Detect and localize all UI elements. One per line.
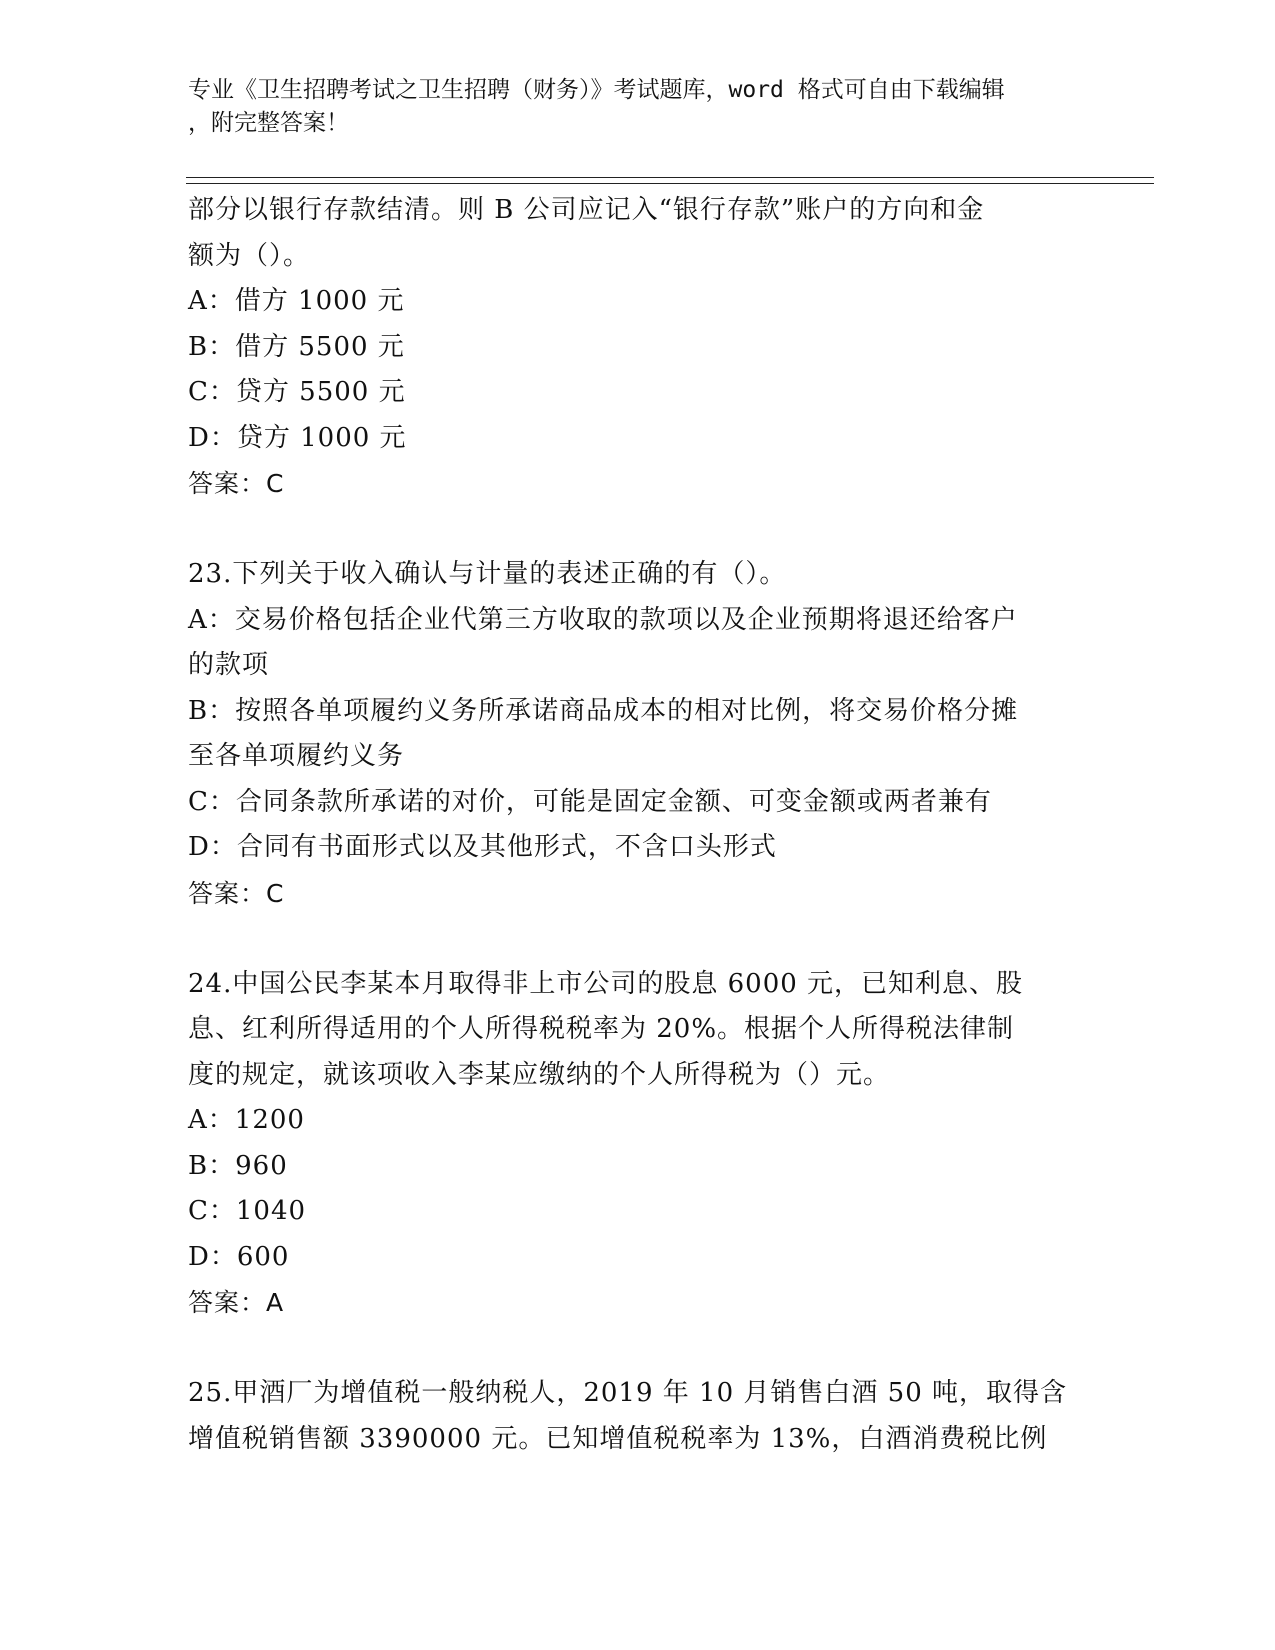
question-stem: 额为（）。 xyxy=(188,240,311,271)
question-24 xyxy=(188,962,1088,1326)
question-stem: 息、红利所得适用的个人所得税税率为 20%。根据个人所得税法律制 xyxy=(188,1014,1015,1044)
question-stem: 24.中国公民李某本月取得非上市公司的股息 6000 元，已知利息、股 xyxy=(188,968,1024,999)
question-stem: 23.下列关于收入确认与计量的表述正确的有（）。 xyxy=(188,559,787,589)
document-header xyxy=(188,74,1068,140)
question-stem: 部分以银行存款结清。则 B 公司应记入“银行存款”账户的方向和金 xyxy=(188,195,985,225)
question-22 xyxy=(188,188,1088,507)
spacer xyxy=(188,916,1088,962)
option-b-continued: 至各单项履约义务 xyxy=(188,741,405,771)
option-a-continued: 的款项 xyxy=(188,650,270,680)
header-rule-top xyxy=(186,177,1154,178)
spacer xyxy=(188,507,1088,553)
answer: 答案：C xyxy=(188,878,285,908)
spacer xyxy=(188,1326,1088,1372)
option-d: D：贷方 1000 元 xyxy=(188,422,407,453)
header-line-1: 专业《卫生招聘考试之卫生招聘（财务）》考试题库，word 格式可自由下载编辑 xyxy=(188,77,1005,103)
answer: 答案：C xyxy=(188,469,285,498)
question-stem: 25.甲酒厂为增值税一般纳税人，2019 年 10 月销售白酒 50 吨，取得含 xyxy=(188,1378,1068,1408)
option-b: B：960 xyxy=(188,1150,288,1181)
header-line-2: ，附完整答案！ xyxy=(188,110,349,136)
option-b: B：借方 5500 元 xyxy=(188,331,405,362)
option-a: A：借方 1000 元 xyxy=(188,286,405,316)
question-23 xyxy=(188,552,1088,916)
question-stem: 度的规定，就该项收入李某应缴纳的个人所得税为（）元。 xyxy=(188,1059,891,1090)
option-a: A：交易价格包括企业代第三方收取的款项以及企业预期将退还给客户 xyxy=(188,604,1018,635)
option-d: D：合同有书面形式以及其他形式，不含口头形式 xyxy=(188,832,777,862)
header-rule-bottom xyxy=(186,183,1154,184)
document-body xyxy=(188,188,1088,1462)
option-c: C：合同条款所承诺的对价，可能是固定金额、可变金额或两者兼有 xyxy=(188,786,992,817)
option-c: C：1040 xyxy=(188,1196,307,1226)
option-c: C：贷方 5500 元 xyxy=(188,377,406,407)
option-d: D：600 xyxy=(188,1241,290,1272)
question-25 xyxy=(188,1371,1088,1462)
option-a: A：1200 xyxy=(188,1105,305,1135)
answer: 答案：A xyxy=(188,1288,285,1317)
option-b: B：按照各单项履约义务所承诺商品成本的相对比例，将交易价格分摊 xyxy=(188,695,1019,726)
question-stem: 增值税销售额 3390000 元。已知增值税税率为 13%，白酒消费税比例 xyxy=(188,1423,1048,1454)
